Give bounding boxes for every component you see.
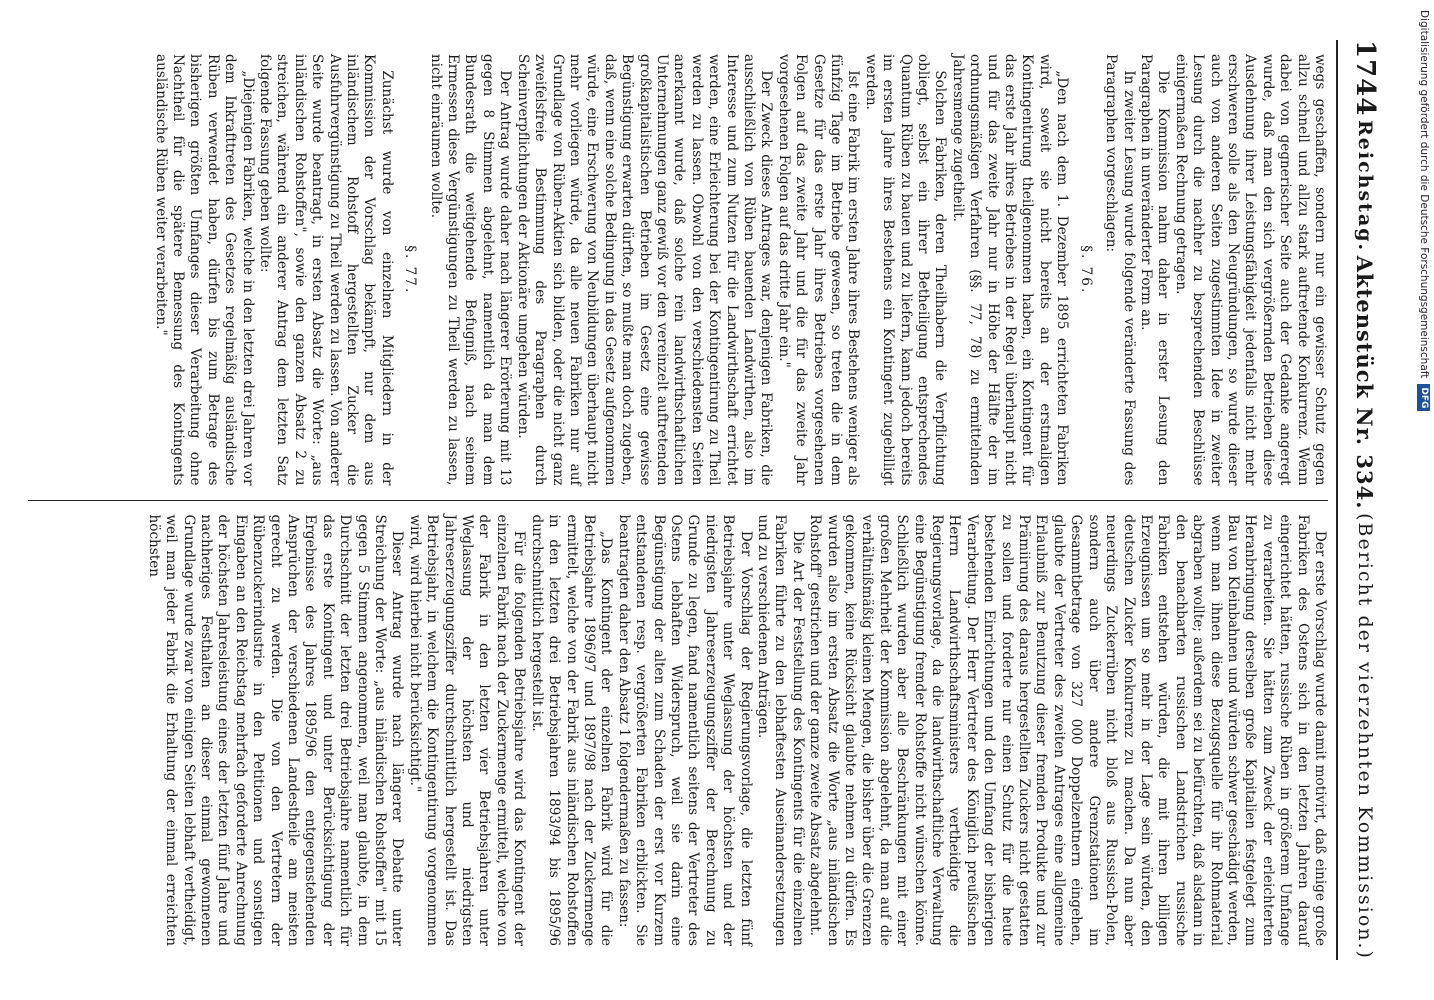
document-number: Aktenstück Nr. 334.	[1352, 255, 1378, 510]
paragraph: Die Art der Feststellung des Kontingents für die einzelnen Fabriken führte zu den lebhaftesten Auseinandersetzungen und zu verschiedenen Anträgen.	[755, 514, 806, 946]
quoted-paragraph: Ist eine Fabrik im ersten Jahre ihres Bestehens weniger als fünfzig Tage im Betriebe gewesen, so treten die in dem Gesetze für das erste Jahr ihres Betriebes vorgesehenen Folgen auf das zweite Jahr und die für das zweite Jahr vorgesehenen Folgen auf das dritte Jahr ein."	[775, 54, 862, 486]
paragraph: Der erste Vorschlag wurde damit motivirt, daß einige große Fabriken des Ostens sich in den letzten Jahren darauf eingerichtet hätten, russische Rüben in größerem Umfange zu verarbeiten. Sie hätten zum Zweck der erleichterten Heranbringung derselben große Kapitalien festgelegt zum Bau von Kleinbahnen und würden schwer geschädigt werden, wenn man ihnen diese Bezugsquelle für ihr Rohmaterial abgraben wollte; außerdem sei zu befürchten, daß alsdann in den benachbarten russischen Landstrichen russische Fabriken entstehen würden, die mit ihren billigen Erzeugnissen um so mehr in der Lage sein würden, den deutschen Zucker Konkurrenz zu machen. Da nun aber neuerdings Zuckerrüben nicht bloß aus Russisch-Polen, sondern auch über andere Grenzstationen im Gesammtbetrage von 327 000 Doppelzentnern eingehen, glaubte der Vertreter des zweiten Antrages eine allgemeine Erlaubniß zur Benutzung dieser fremden Produkte und zur Prämiirung des daraus hergestellten Zuckers nicht gestatten zu sollen und forderte nur einen Schutz für die heute bestehenden Einrichtungen und den Umfang der bisherigen Verarbeitung. Der Herr Vertreter des Königlich preußischen Herrn Landwirthschaftsministers vertheidigte die Regierungsvorlage, da die landwirthschaftliche Verwaltung eine Begünstigung fremder Rohstoffe nicht wünschen könne. Schließlich wurden aber alle Beschränkungen mit einer großen Mehrheit der Kommission abgelehnt, da man auf die verhältnißmäßig kleinen Mengen, die bisher über die Grenzen gekommen, keine Rücksicht glaubte nehmen zu dürfen. Es wurden also im ersten Absatz die Worte „aus inländischen Rohstoff" gestrichen und der ganze zweite Absatz abgelehnt.	[807, 514, 1328, 946]
paragraph: Dieser Antrag wurde nach längerer Debatte unter Streichung der Worte: „aus inländischen Rohstoffen" mit 15 gegen 5 Stimmen angenommen, weil man glaubte, in dem Durchschnitt der letzten drei Betriebsjahre namentlich für das erste Kontingent und unter Berücksichtigung der Ergebnisse des Jahres 1895/96 den entgegenstehenden Ansprüchen der verschiedenen Landestheile am meisten gerecht zu werden. Die von den Vertretern der Rübenzuckerindustrie in den Petitionen und sonstigen Eingaben an den Reichstag mehrfach geforderte Anrechnung der höchsten Jahresleistung eines der letzten fünf Jahre und nachheriges Festhalten an dieser einmal gewonnenen Grundlage wurde zwar von einigen Seiten lebhaft vertheidigt, weil man jeder Fabrik die Erhaltung der einmal erreichten höchsten	[145, 514, 406, 946]
quoted-paragraph: Für die folgenden Betriebsjahre wird das Kontingent der einzelnen Fabrik nach der Zuckermenge ermittelt, welche von der Fabrik in den letzten vier Betriebsjahren unter Weglassung der höchsten und niedrigsten Jahreserzeugungsziffer durchschnittlich hergestellt ist. Das Betriebsjahr, in welchem die Kontingentirung vorgenommen wird, wird hierbei nicht berücksichtigt."	[406, 514, 528, 946]
paragraph: Der Antrag wurde daher nach längerer Erörterung mit 13 gegen 8 Stimmen abgelehnt, namentlich da man dem Bundesrath die weitgehende Befugniß, nach seinem Ermessen diese Vergünstigungen zu Theil werden zu lassen, nicht einräumen wollte.	[427, 54, 514, 486]
running-title-right: (Bericht der vierzehnten Kommission.)	[1354, 513, 1376, 960]
quoted-paragraph: „Diejenigen Fabriken, welche in den letzten drei Jahren vor dem Inkrafttreten des Gesetzes regelmäßig ausländische Rüben verwendet haben, dürfen bis zum Betrage des bisherigen größten Umfanges dieser Verarbeitung ohne Nachtheil für die spätere Bemessung des Kontingents ausländische Rüben weiter verarbeiten."	[152, 54, 256, 486]
running-header	[1340, 40, 1390, 960]
section-heading: §. 76.	[1077, 245, 1094, 295]
document-page	[10, 20, 1390, 980]
paragraph: Der Vorschlag der Regierungsvorlage, die letzten fünf Betriebsjahre unter Weglassung der höchsten und der niedrigsten Jahreserzeugungsziffer der Berechnung zu Grunde zu legen, fand namentlich seitens der Vertreter des Ostens lebhaften Widerspruch, weil sie darin eine Begünstigung der alten zum Schaden der erst vor Kurzem entstandenen resp. vergrößerten Fabriken erblickten. Sie beantragten daher den Absatz 1 folgendermaßen zu fassen:	[615, 514, 754, 946]
section-heading: §. 77.	[402, 245, 419, 295]
quoted-paragraph: Solchen Fabriken, deren Theilhabern die Verpflichtung obliegt, selbst ein ihrer Betheiligung entsprechendes Quantum Rüben zu bauen und zu liefern, kann jedoch bereits im ersten Jahre ihres Bestehens ein Kontingent zugebilligt werden.	[862, 54, 949, 486]
running-title-left: Reichstag.	[1354, 120, 1376, 253]
paragraph: Zunächst wurde von einzelnen Mitgliedern in der Kommission der Vorschlag bekämpft, nur dem aus inländischem Rohstoff hergestellten Zucker die Ausfuhrvergünstigung zu Theil werden zu lassen. Von anderer Seite wurde beantragt, in ersten Absatz die Worte: „aus inländischen Rohstoffen", sowie den ganzen Absatz 2 zu streichen, während ein anderer Antrag dem letzten Satz folgende Fassung geben wollte:	[257, 54, 395, 486]
header-rule	[1336, 40, 1338, 960]
paragraph: wegs geschaffen, sondern nur ein gewisser Schutz gegen allzu schnell und allzu stark auftretende Konkurrenz. Wenn dabei von gegnerischer Seite auch der Gedanke angeregt wurde, daß man den sich vergrößernden Betrieben diese Ausdehnung ihrer Leistungsfähigkeit jedenfalls nicht mehr erschweren solle als den Neugründungen, so wurde dieser auch von anderen Seiten zugestimmten Idee in zweiter Lesung durch die nachher zu besprechenden Beschlüsse einigermaßen Rechnung getragen.	[1172, 54, 1328, 486]
text-column-right	[28, 500, 1328, 961]
quoted-paragraph: „Den nach dem 1. Dezember 1895 errichteten Fabriken wird, soweit sie nicht bereits an der erstmaligen Kontingentirung theilgenommen haben, ein Kontingent für das erste Jahr ihres Betriebes in der Regel überhaupt nicht und für das zweite Jahr nur in Höhe der Hälfte der im ordnungsmäßigen Verfahren (§§. 77, 78) zu ermittelnden Jahresmenge zugetheilt.	[949, 54, 1071, 486]
credit-text: Digitalisierung gefördert durch die Deutsche Forschungsgemeinschaft	[1418, 10, 1430, 379]
digitization-credit	[1416, 10, 1432, 990]
paragraph: In zweiter Lesung wurde folgende veränderte Fassung des Paragraphen vorgeschlagen:	[1103, 54, 1137, 486]
page-number: 1744	[1350, 40, 1380, 117]
quoted-paragraph: „Das Kontingent der einzelnen Fabrik wird für die Betriebsjahre 1896/97 und 1897/98 nach der Zuckermenge ermittelt, welche von der Fabrik aus inländischen Rohstoffen in den letzten drei Betriebsjahren 1893/94 bis 1895/96 durchschnittlich hergestellt ist.	[528, 514, 615, 946]
text-column-left	[28, 40, 1328, 500]
paragraph: Die Kommission nahm daher in erster Lesung den Paragraphen in unveränderter Form an.	[1137, 54, 1172, 486]
paragraph: Der Zweck dieses Antrages war, denjenigen Fabriken, die ausschließlich von Rüben bauenden Landwirthen, also im Interesse und zum Nutzen für die Landwirthschaft errichtet werden, eine Erleichterung bei der Kontingentirung zu Theil werden zu lassen. Obwohl von den verschiedensten Seiten anerkannt wurde, daß solche rein landwirthschaftlichen Unternehmungen ganz gewiß vor den vereinzelt auftretenden großkapitalistischen Betrieben im Gesetz eine gewisse Begünstigung erwarten dürften, so mußte man doch zugeben, daß, wenn eine solche Bedingung in das Gesetz aufgenommen würde, eine Erschwerung von Neubildungen überhaupt nicht mehr vorliegen würde, da alle neuen Fabriken nur auf Grundlage von Rüben-Aktien sich bilden, oder die nicht ganz zweifelsfreie Bestimmung des Paragraphen durch Scheinverpflichtungen der Aktionäre umgehen würden.	[514, 54, 775, 486]
dfg-logo: DFG	[1418, 384, 1431, 411]
text-columns	[28, 40, 1328, 960]
